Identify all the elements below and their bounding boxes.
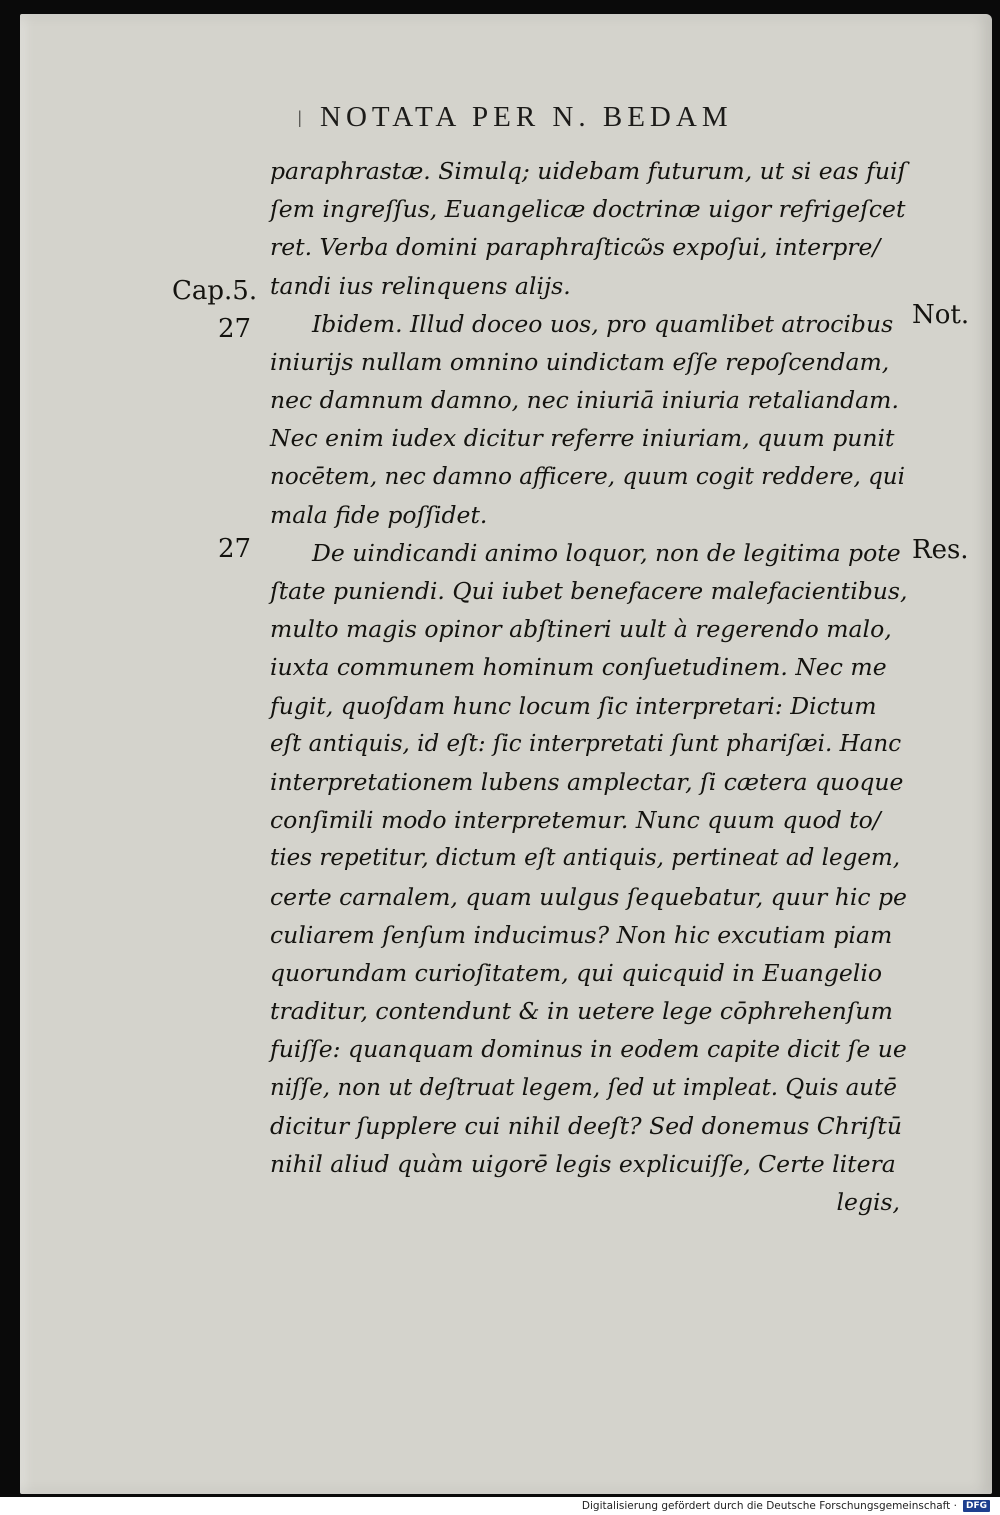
text-line: dicitur ſupplere cui nihil deeſt? Sed donemus Chriſtū — [270, 1111, 902, 1140]
text-line: multo magis opinor abſtineri uult à regerendo malo, — [270, 615, 892, 644]
running-head — [298, 101, 860, 134]
text-line: tandi ius relinquens alijs. — [270, 271, 571, 300]
running-head-text: NOTATA PER N. BEDAM — [320, 101, 733, 133]
text-line: ties repetitur, dictum eſt antiquis, pertineat ad legem, — [270, 845, 901, 872]
text-line: certe carnalem, quam uulgus ſequebatur, quur hic pe — [270, 882, 907, 911]
text-line: mala fide poſſidet. — [270, 500, 488, 529]
digitization-footer — [582, 1497, 990, 1515]
text-line: nocētem, nec damno afficere, quum cogit reddere, qui — [270, 463, 905, 490]
text-line: Ibidem. Illud doceo uos, pro quamlibet atrocibus — [312, 309, 894, 338]
text-line: Nec enim iudex dicitur referre iniuriam, quum punit — [270, 424, 895, 453]
catchword: legis, — [836, 1188, 900, 1217]
text-line: interpretationem lubens amplectar, ſi cætera quoque — [270, 768, 904, 796]
text-line: paraphrastæ. Simulq; uidebam futurum, ut si eas fuiſ — [270, 157, 907, 185]
running-head-mark: | — [298, 107, 302, 127]
margin-note-label: Not. — [912, 300, 970, 330]
margin-response-label: Res. — [912, 535, 969, 565]
margin-number: 27 — [218, 534, 252, 564]
dfg-logo: DFG — [963, 1500, 990, 1512]
text-line: fugit, quoſdam hunc locum ſic interpretari: Dictum — [270, 691, 877, 720]
text-line: ſtate puniendi. Qui iubet benefacere malefacientibus, — [270, 577, 908, 606]
text-line: quorundam curioſitatem, qui quicquid in Euangelio — [270, 958, 882, 987]
text-line: nihil aliud quàm uigorē legis explicuiſſe, Certe litera — [270, 1149, 896, 1178]
text-line: iuxta communem hominum conſuetudinem. Nec me — [270, 653, 887, 682]
text-line: eſt antiquis, id eſt: ſic interpretati ſunt phariſæi. Hanc — [270, 730, 902, 757]
text-line: nec damnum damno, nec iniuriā iniuria retaliandam. — [270, 386, 899, 415]
body-text — [270, 152, 910, 1221]
text-line: iniurijs nullam omnino uindictam eſſe repoſcendam, — [270, 347, 890, 376]
margin-number: 27 — [218, 314, 252, 344]
text-line: conſimili modo interpretemur. Nunc quum quod to/ — [270, 806, 881, 835]
text-line: niſſe, non ut deſtruat legem, ſed ut impleat. Quis autē — [270, 1074, 897, 1101]
text-line: De uindicandi animo loquor, non de legitima pote — [312, 538, 901, 567]
text-line: ret. Verba domini paraphraſticῶs expoſui, interpre/ — [270, 233, 881, 262]
margin-chapter-ref: Cap.5. — [172, 276, 258, 306]
footer-credit: Digitalisierung gefördert durch die Deutsche Forschungsgemeinschaft · — [581, 1500, 957, 1512]
text-line: fuiſſe: quanquam dominus in eodem capite dicit ſe ue — [270, 1035, 907, 1064]
text-line: ſem ingreſſus, Euangelicæ doctrinæ uigor refrigeſcet — [270, 195, 906, 224]
text-line: traditur, contendunt & in uetere lege cōphrehenſum — [270, 997, 893, 1026]
text-line: culiarem ſenſum inducimus? Non hic excutiam piam — [270, 920, 893, 949]
